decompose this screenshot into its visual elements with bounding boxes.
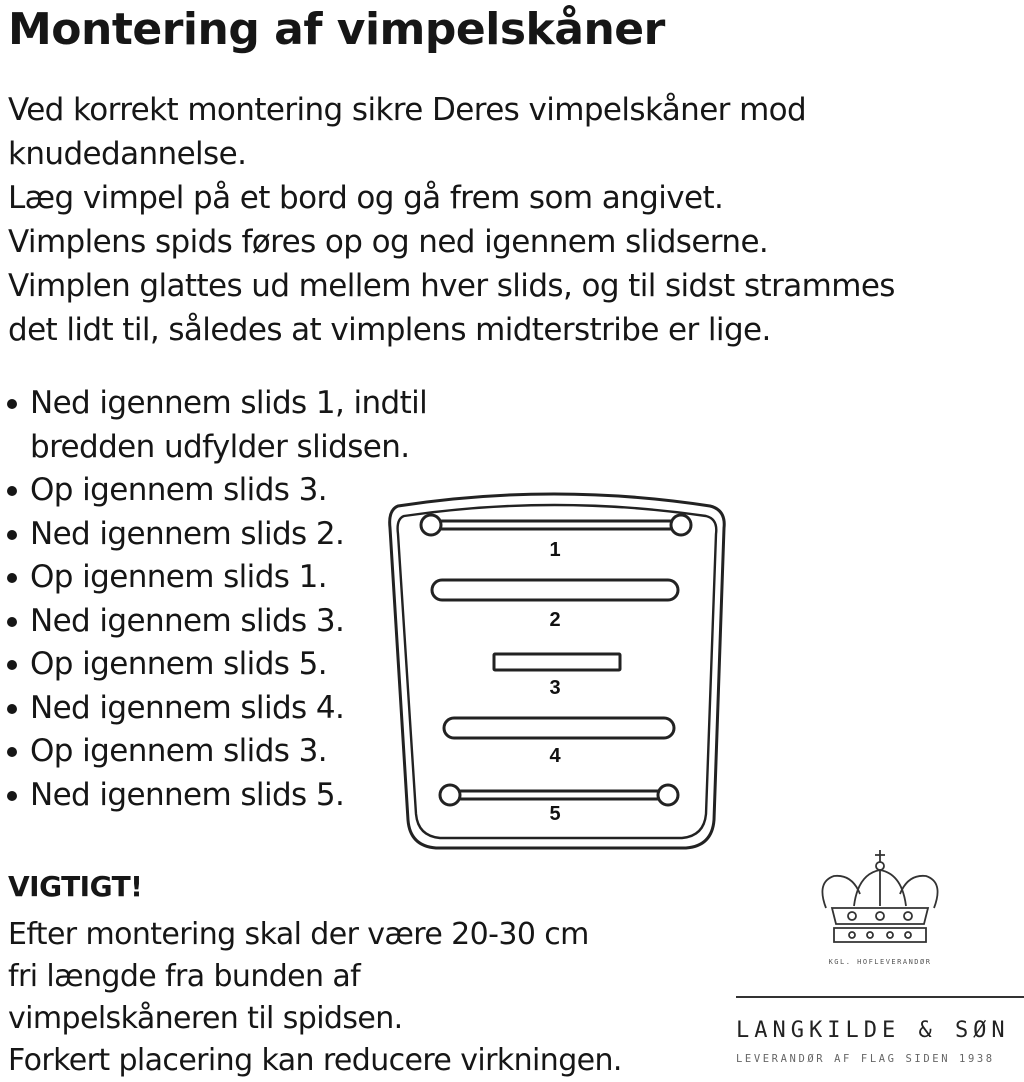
slot-5 xyxy=(440,785,678,805)
intro-text xyxy=(8,88,1008,352)
step-item: Ned igennem slids 4. xyxy=(4,687,450,731)
brand-name: LANGKILDE & SØN xyxy=(736,1018,1010,1043)
important-note xyxy=(8,914,622,1082)
slot-2 xyxy=(432,580,678,600)
page-title: Montering af vimpelskåner xyxy=(8,4,665,55)
slot-number-label: 3 xyxy=(549,677,561,699)
step-item: Op igennem slids 3. xyxy=(4,469,450,513)
slot-3 xyxy=(494,654,620,670)
slot-number-label: 5 xyxy=(549,803,561,825)
step-item: Ned igennem slids 5. xyxy=(4,774,450,818)
note-line: Forkert placering kan reducere virkningen. xyxy=(8,1043,622,1078)
intro-line: Læg vimpel på et bord og gå frem som angivet. xyxy=(8,180,724,216)
note-line: fri længde fra bunden af xyxy=(8,959,361,994)
note-line: vimpelskåneren til spidsen. xyxy=(8,1001,403,1036)
slot-4 xyxy=(444,718,674,738)
logo-divider xyxy=(736,996,1024,998)
step-item: Op igennem slids 3. xyxy=(4,730,450,774)
important-heading: VIGTIGT! xyxy=(8,870,143,903)
step-item: Ned igennem slids 1, indtil bredden udfylder slidsen. xyxy=(4,382,450,469)
slot-number-label: 4 xyxy=(549,745,561,767)
slot-1 xyxy=(421,515,691,535)
intro-line: Vimplen glattes ud mellem hver slids, og til sidst strammes xyxy=(8,268,895,304)
step-item: Op igennem slids 1. xyxy=(4,556,450,600)
pennant-protector-diagram xyxy=(384,484,734,856)
slot-number-label: 2 xyxy=(549,609,561,631)
step-item: Ned igennem slids 2. xyxy=(4,513,450,557)
brand-tagline: LEVERANDØR AF FLAG SIDEN 1938 xyxy=(736,1053,995,1065)
step-item: Op igennem slids 5. xyxy=(4,643,450,687)
intro-line: det lidt til, således at vimplens midterstribe er lige. xyxy=(8,312,771,348)
slot-number-label: 1 xyxy=(549,539,561,561)
intro-line: knudedannelse. xyxy=(8,136,247,172)
note-line: Efter montering skal der være 20-30 cm xyxy=(8,917,589,952)
intro-line: Ved korrekt montering sikre Deres vimpelskåner mod xyxy=(8,92,807,128)
step-item: Ned igennem slids 3. xyxy=(4,600,450,644)
intro-line: Vimplens spids føres op og ned igennem slidserne. xyxy=(8,224,769,260)
royal-crown-icon xyxy=(812,848,948,952)
purveyor-text: KGL. HOFLEVERANDØR xyxy=(828,958,932,966)
